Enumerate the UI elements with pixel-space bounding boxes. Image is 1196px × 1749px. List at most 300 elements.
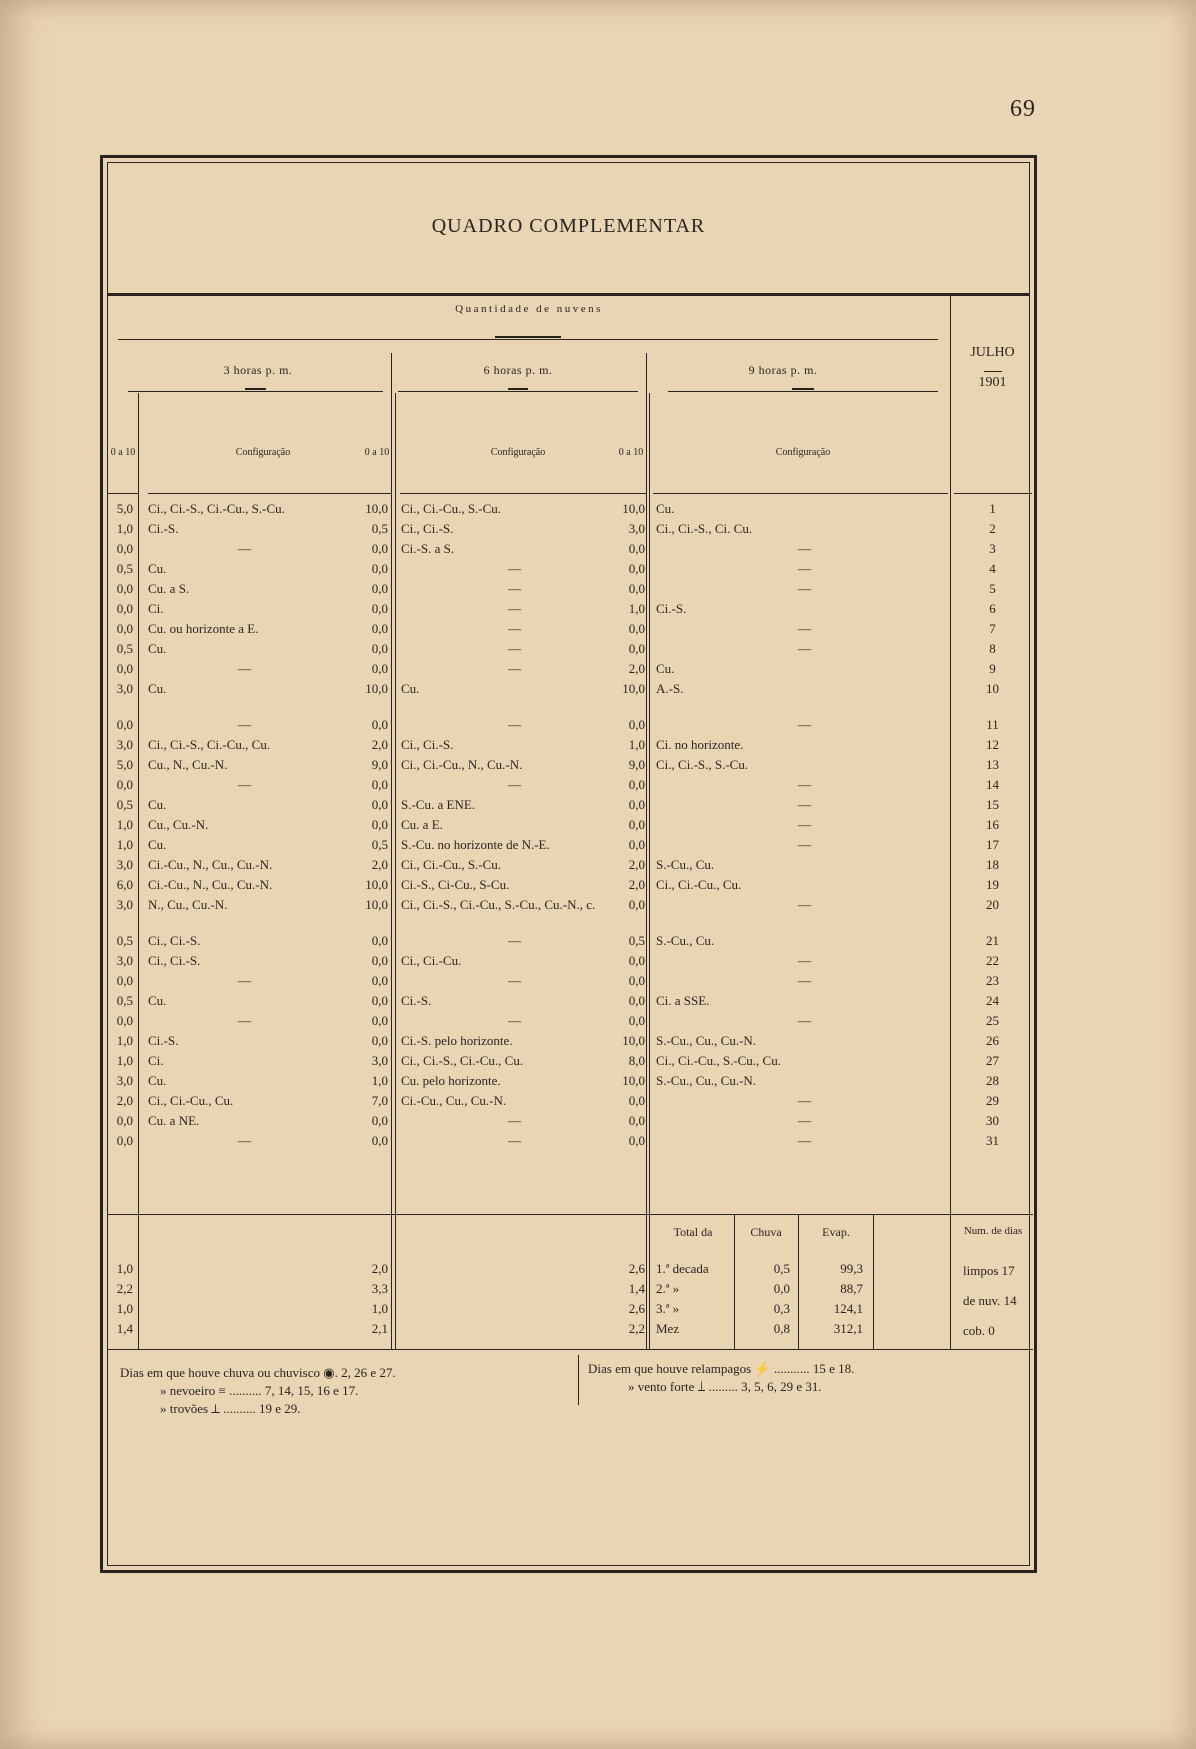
day-number: 2 — [989, 521, 996, 536]
cloud-6pm: 0,5 — [371, 837, 388, 852]
config-3pm: Cu., N., Cu.-N. — [148, 757, 228, 772]
cloud-9pm: 2,0 — [628, 857, 645, 872]
config-6pm: — — [508, 1133, 521, 1148]
config-9pm: S.-Cu., Cu., Cu.-N. — [656, 1033, 757, 1048]
day-number: 30 — [986, 1113, 999, 1128]
config-3pm: — — [238, 661, 251, 676]
day-number: 9 — [989, 661, 996, 676]
cloud-3pm: 0,0 — [116, 777, 133, 792]
period-label: Mez — [656, 1321, 680, 1336]
cloud-6pm: 0,0 — [371, 797, 388, 812]
config-9pm: — — [798, 1113, 811, 1128]
table-row — [108, 641, 1033, 661]
avg-9pm: 1,4 — [628, 1281, 645, 1296]
cloud-6pm: 0,0 — [371, 993, 388, 1008]
day-number: 8 — [989, 641, 996, 656]
cloud-9pm: 0,0 — [628, 641, 645, 656]
table-row — [108, 953, 1033, 973]
config-9pm: — — [798, 641, 811, 656]
header-rule-c — [614, 493, 647, 494]
cloud-3pm: 6,0 — [116, 877, 133, 892]
config-9pm: Ci.-S. — [656, 601, 687, 616]
config-6pm: S.-Cu. a ENE. — [401, 797, 476, 812]
config-6pm: — — [508, 933, 521, 948]
totals-rule — [108, 1214, 1033, 1215]
hour-6pm: 6 horas p. m. — [483, 363, 553, 377]
config-3pm: Ci., Ci.-S., Ci.-Cu., S.-Cu. — [148, 501, 285, 516]
avg-9pm: 2,6 — [628, 1301, 645, 1316]
cloud-3pm: 1,0 — [116, 1033, 133, 1048]
config-3pm: — — [238, 717, 251, 732]
day-number: 26 — [986, 1033, 999, 1048]
cloud-9pm: 10,0 — [622, 501, 645, 516]
config-3pm: Cu. — [148, 993, 167, 1008]
table-row — [108, 797, 1033, 817]
cloud-6pm: 0,0 — [371, 541, 388, 556]
cloud-6pm: 0,0 — [371, 953, 388, 968]
cloud-3pm: 3,0 — [116, 953, 133, 968]
config-3pm: Cu. — [148, 1073, 167, 1088]
config-6pm: S.-Cu. no horizonte de N.-E. — [401, 837, 550, 852]
day-number: 11 — [986, 717, 999, 732]
rain-total: 0,0 — [773, 1281, 790, 1296]
config-3pm: Ci.-Cu., N., Cu., Cu.-N. — [148, 877, 273, 892]
config-3pm: Ci. — [148, 601, 164, 616]
config-9pm: — — [798, 973, 811, 988]
config-9pm: Ci., Ci.-S., S.-Cu. — [656, 757, 749, 772]
table-row — [108, 501, 1033, 521]
cloud-quantity-header: Quantidade de nuvens — [455, 303, 603, 315]
day-number: 18 — [986, 857, 999, 872]
day-number: 27 — [986, 1053, 999, 1068]
avg-6pm: 2,0 — [371, 1261, 388, 1276]
config-9pm: — — [798, 1133, 811, 1148]
evap-total: 312,1 — [833, 1321, 863, 1336]
config-6pm: — — [508, 973, 521, 988]
evap-total: 99,3 — [840, 1261, 863, 1276]
day-number: 24 — [986, 993, 999, 1008]
evap-total: 124,1 — [833, 1301, 863, 1316]
cloud-6pm: 0,0 — [371, 817, 388, 832]
cloud-9pm: 8,0 — [628, 1053, 645, 1068]
cloud-6pm: 0,0 — [371, 933, 388, 948]
day-number: 15 — [986, 797, 999, 812]
config-6pm: Ci.-Cu., Cu., Cu.-N. — [401, 1093, 507, 1108]
config-6pm: — — [508, 561, 521, 576]
config-6pm: Ci.-S. — [401, 993, 432, 1008]
avg-6pm: 1,0 — [371, 1301, 388, 1316]
config-9pm: Ci., Ci.-Cu., S.-Cu., Cu. — [656, 1053, 781, 1068]
cloud-3pm: 0,5 — [116, 797, 133, 812]
config-label-9pm: Configuração — [775, 447, 831, 458]
cloud-3pm: 0,0 — [116, 973, 133, 988]
config-9pm: Cu. — [656, 661, 675, 676]
cloud-3pm: 3,0 — [116, 681, 133, 696]
table-row — [108, 681, 1033, 701]
day-number: 31 — [986, 1133, 999, 1148]
cloud-3pm: 0,5 — [116, 933, 133, 948]
config-9pm: S.-Cu., Cu. — [656, 933, 715, 948]
cloud-3pm: 0,0 — [116, 621, 133, 636]
day-number: 3 — [989, 541, 996, 556]
day-number: 6 — [989, 601, 996, 616]
config-6pm: — — [508, 1113, 521, 1128]
cloud-3pm: 3,0 — [116, 857, 133, 872]
table-row — [108, 1013, 1033, 1033]
config-9pm: Ci. no horizonte. — [656, 737, 744, 752]
config-6pm: Cu. — [401, 681, 420, 696]
config-3pm: Cu. a S. — [148, 581, 190, 596]
cloud-3pm: 1,0 — [116, 817, 133, 832]
config-6pm: Cu. pelo horizonte. — [401, 1073, 501, 1088]
cloud-3pm: 1,0 — [116, 521, 133, 536]
cloud-3pm: 1,0 — [116, 837, 133, 852]
table-row — [108, 777, 1033, 797]
cloud-3pm: 0,0 — [116, 1113, 133, 1128]
cloud-3pm: 0,0 — [116, 541, 133, 556]
hour-9pm: 9 horas p. m. — [748, 363, 818, 377]
table-row — [108, 1113, 1033, 1133]
day-number: 5 — [989, 581, 996, 596]
day-number: 7 — [989, 621, 996, 636]
scale-label-3pm: 0 a 10 — [110, 447, 136, 458]
day-number: 10 — [986, 681, 999, 696]
config-label-6pm: Configuração — [490, 447, 546, 458]
cloud-6pm: 0,0 — [371, 581, 388, 596]
cloud-9pm: 0,0 — [628, 541, 645, 556]
config-3pm: Ci., Ci.-S. — [148, 933, 201, 948]
day-number: 21 — [986, 933, 999, 948]
cloud-6pm: 0,0 — [371, 601, 388, 616]
scale-label-6pm: 0 a 10 — [364, 447, 390, 458]
cloud-3pm: 0,0 — [116, 717, 133, 732]
day-number: 1 — [989, 501, 996, 516]
day-number: 23 — [986, 973, 999, 988]
config-9pm: S.-Cu., Cu. — [656, 857, 715, 872]
config-9pm: — — [798, 1093, 811, 1108]
day-number: 14 — [986, 777, 999, 792]
config-3pm: Cu. — [148, 837, 167, 852]
config-3pm: Ci., Ci.-S. — [148, 953, 201, 968]
config-9pm: Ci. a SSE. — [656, 993, 710, 1008]
config-9pm: — — [798, 837, 811, 852]
cloud-6pm: 10,0 — [365, 897, 388, 912]
cloud-6pm: 0,0 — [371, 621, 388, 636]
day-number: 25 — [986, 1013, 999, 1028]
day-number: 29 — [986, 1093, 999, 1108]
day-number: 17 — [986, 837, 999, 852]
cloud-6pm: 10,0 — [365, 501, 388, 516]
cloud-9pm: 0,0 — [628, 993, 645, 1008]
cloud-6pm: 0,0 — [371, 777, 388, 792]
config-3pm: — — [238, 1013, 251, 1028]
config-6pm: Ci., Ci.-S., Ci.-Cu., S.-Cu., Cu.-N., c. — [401, 897, 596, 912]
cloud-9pm: 0,0 — [628, 973, 645, 988]
rain-total: 0,3 — [773, 1301, 790, 1316]
table-row — [108, 897, 1033, 917]
cloud-9pm: 0,0 — [628, 953, 645, 968]
cloud-3pm: 0,5 — [116, 561, 133, 576]
config-6pm: — — [508, 601, 521, 616]
table-row — [108, 737, 1033, 757]
cloud-9pm: 3,0 — [628, 521, 645, 536]
day-number: 28 — [986, 1073, 999, 1088]
totals-header-rain: Chuva — [750, 1225, 782, 1239]
note-wind: » vento forte ⟘ ......... 3, 5, 6, 29 e 31. — [628, 1379, 822, 1394]
header-rule-day — [954, 493, 1032, 494]
cloud-9pm: 9,0 — [628, 757, 645, 772]
note-fog: » nevoeiro ≡ .......... 7, 14, 15, 16 e 17. — [160, 1383, 359, 1398]
avg-3pm: 1,0 — [116, 1261, 133, 1276]
config-3pm: Cu. — [148, 561, 167, 576]
day-number: 12 — [986, 737, 999, 752]
day-number: 22 — [986, 953, 999, 968]
cloud-6pm: 1,0 — [371, 1073, 388, 1088]
cloud-6pm: 0,0 — [371, 1133, 388, 1148]
cloud-9pm: 10,0 — [622, 1073, 645, 1088]
cloud-6pm: 2,0 — [371, 737, 388, 752]
cloud-9pm: 0,0 — [628, 897, 645, 912]
config-9pm: — — [798, 953, 811, 968]
config-6pm: Ci., Ci.-S. — [401, 737, 454, 752]
config-9pm: — — [798, 777, 811, 792]
totals-header-evap: Evap. — [822, 1225, 850, 1239]
cloud-3pm: 3,0 — [116, 897, 133, 912]
table-row — [108, 817, 1033, 837]
period-label: 3.ª » — [656, 1301, 680, 1316]
config-9pm: — — [798, 581, 811, 596]
config-9pm: — — [798, 541, 811, 556]
scale-label-9pm: 0 a 10 — [618, 447, 644, 458]
avg-9pm: 2,2 — [628, 1321, 645, 1336]
config-3pm: Ci.-S. — [148, 521, 179, 536]
avg-6pm: 3,3 — [371, 1281, 388, 1296]
rain-total: 0,5 — [773, 1261, 790, 1276]
header-rule-ac — [148, 493, 378, 494]
table-row — [108, 621, 1033, 641]
days-clear: limpos 17 — [963, 1263, 1015, 1278]
table-row — [108, 581, 1033, 601]
table-row — [108, 717, 1033, 737]
table-row — [108, 541, 1033, 561]
config-6pm: — — [508, 641, 521, 656]
cloud-3pm: 0,0 — [116, 1133, 133, 1148]
cloud-9pm: 0,5 — [628, 933, 645, 948]
header-rule-a — [108, 493, 138, 494]
avg-6pm: 2,1 — [371, 1321, 388, 1336]
brace-6pm — [398, 391, 638, 400]
page-number: 69 — [1010, 96, 1036, 122]
cloud-6pm: 7,0 — [371, 1093, 388, 1108]
year-rule — [984, 371, 1002, 372]
cloud-3pm: 0,5 — [116, 993, 133, 1008]
config-9pm: — — [798, 621, 811, 636]
cloud-9pm: 0,0 — [628, 1093, 645, 1108]
config-3pm: — — [238, 1133, 251, 1148]
config-3pm: Cu. — [148, 797, 167, 812]
page-title: QUADRO COMPLEMENTAR — [431, 215, 706, 237]
config-9pm: S.-Cu., Cu., Cu.-N. — [656, 1073, 757, 1088]
config-3pm: Cu. ou horizonte a E. — [148, 621, 259, 636]
config-9pm: — — [798, 561, 811, 576]
cloud-9pm: 10,0 — [622, 1033, 645, 1048]
totals-header-num-days: Num. de dias — [963, 1225, 1023, 1237]
cloud-3pm: 0,0 — [116, 1013, 133, 1028]
cloud-9pm: 0,0 — [628, 621, 645, 636]
cloud-3pm: 3,0 — [116, 1073, 133, 1088]
config-3pm: N., Cu., Cu.-N. — [148, 897, 228, 912]
cloud-3pm: 3,0 — [116, 737, 133, 752]
note-thunder: » trovões ⟂ .......... 19 e 29. — [160, 1401, 301, 1416]
totals-header-total: Total da — [673, 1225, 713, 1239]
day-number: 4 — [989, 561, 996, 576]
cloud-6pm: 0,0 — [371, 1113, 388, 1128]
avg-3pm: 2,2 — [116, 1281, 133, 1296]
cloud-6pm: 0,0 — [371, 641, 388, 656]
header-brace — [118, 339, 938, 348]
cloud-6pm: 3,0 — [371, 1053, 388, 1068]
config-3pm: — — [238, 973, 251, 988]
day-number: 16 — [986, 817, 999, 832]
table-row — [108, 857, 1033, 877]
config-6pm: Ci., Ci.-Cu., S.-Cu. — [401, 857, 502, 872]
config-9pm: — — [798, 717, 811, 732]
hour-3pm: 3 horas p. m. — [223, 363, 293, 377]
config-6pm: — — [508, 717, 521, 732]
cloud-6pm: 0,0 — [371, 1013, 388, 1028]
config-3pm: Cu. — [148, 681, 167, 696]
table-row — [108, 877, 1033, 897]
period-label: 1.ª decada — [656, 1261, 709, 1276]
cloud-9pm: 0,0 — [628, 1133, 645, 1148]
table-row — [108, 561, 1033, 581]
cloud-6pm: 10,0 — [365, 877, 388, 892]
table-row — [108, 1073, 1033, 1093]
note-lightning: Dias em que houve relampagos ⚡ ........... 15 e 18. — [588, 1361, 855, 1376]
config-3pm: Ci., Ci.-Cu., Cu. — [148, 1093, 234, 1108]
cloud-9pm: 2,0 — [628, 877, 645, 892]
config-6pm: — — [508, 777, 521, 792]
brace-3pm — [128, 391, 383, 400]
year-label: 1901 — [978, 375, 1007, 390]
header-rule-cc — [653, 493, 948, 494]
config-3pm: Cu. a NE. — [148, 1113, 200, 1128]
cloud-6pm: 10,0 — [365, 681, 388, 696]
table-row — [108, 1093, 1033, 1113]
config-9pm: — — [798, 1013, 811, 1028]
cloud-9pm: 0,0 — [628, 1013, 645, 1028]
cloud-6pm: 0,0 — [371, 973, 388, 988]
day-number: 20 — [986, 897, 999, 912]
footer-divider — [578, 1355, 579, 1405]
config-6pm: — — [508, 621, 521, 636]
table-row — [108, 1053, 1033, 1073]
cloud-6pm: 9,0 — [371, 757, 388, 772]
config-6pm: Ci.-S. a S. — [401, 541, 455, 556]
days-covered: cob. 0 — [963, 1323, 995, 1338]
cloud-6pm: 0,5 — [371, 521, 388, 536]
table-row — [108, 521, 1033, 541]
cloud-9pm: 0,0 — [628, 717, 645, 732]
cloud-9pm: 0,0 — [628, 837, 645, 852]
cloud-6pm: 0,0 — [371, 717, 388, 732]
config-9pm: Ci., Ci.-S., Ci. Cu. — [656, 521, 753, 536]
cloud-9pm: 1,0 — [628, 601, 645, 616]
config-6pm: Ci., Ci.-Cu., N., Cu.-N. — [401, 757, 523, 772]
avg-3pm: 1,0 — [116, 1301, 133, 1316]
brace-9pm — [668, 391, 938, 400]
cloud-3pm: 5,0 — [116, 501, 133, 516]
cloud-6pm: 0,0 — [371, 561, 388, 576]
cloud-3pm: 0,0 — [116, 581, 133, 596]
config-9pm: — — [798, 797, 811, 812]
cloud-9pm: 1,0 — [628, 737, 645, 752]
cloud-6pm: 2,0 — [371, 857, 388, 872]
cloud-9pm: 0,0 — [628, 797, 645, 812]
config-6pm: Ci., Ci.-S., Ci.-Cu., Cu. — [401, 1053, 524, 1068]
config-6pm: Cu. a E. — [401, 817, 443, 832]
cloud-3pm: 2,0 — [116, 1093, 133, 1108]
config-9pm: A.-S. — [656, 681, 684, 696]
table-row — [108, 993, 1033, 1013]
day-number: 13 — [986, 757, 999, 772]
config-9pm: Ci., Ci.-Cu., Cu. — [656, 877, 742, 892]
note-rain: Dias em que houve chuva ou chuvisco ◉. 2, 26 e 27. — [120, 1365, 396, 1380]
table-row — [108, 837, 1033, 857]
cloud-9pm: 0,0 — [628, 817, 645, 832]
cloud-9pm: 2,0 — [628, 661, 645, 676]
cloud-3pm: 5,0 — [116, 757, 133, 772]
table-frame — [100, 155, 1037, 1573]
config-9pm: — — [798, 897, 811, 912]
cloud-6pm: 0,0 — [371, 1033, 388, 1048]
table-inner — [107, 162, 1030, 1566]
table-row — [108, 1033, 1033, 1053]
config-3pm: Cu., Cu.-N. — [148, 817, 209, 832]
config-6pm: — — [508, 661, 521, 676]
cloud-3pm: 1,0 — [116, 1053, 133, 1068]
config-3pm: Ci.-Cu., N., Cu., Cu.-N. — [148, 857, 273, 872]
config-3pm: — — [238, 541, 251, 556]
cloud-3pm: 0,5 — [116, 641, 133, 656]
days-cloudy: de nuv. 14 — [963, 1293, 1017, 1308]
config-6pm: Ci., Ci.-S. — [401, 521, 454, 536]
config-6pm: — — [508, 1013, 521, 1028]
cloud-9pm: 0,0 — [628, 561, 645, 576]
table-row — [108, 661, 1033, 681]
config-3pm: Ci.-S. — [148, 1033, 179, 1048]
config-6pm: Ci., Ci.-Cu. — [401, 953, 462, 968]
config-9pm: Cu. — [656, 501, 675, 516]
cloud-9pm: 0,0 — [628, 581, 645, 596]
day-number: 19 — [986, 877, 999, 892]
cloud-3pm: 0,0 — [116, 601, 133, 616]
config-label-3pm: Configuração — [235, 447, 291, 458]
config-9pm: — — [798, 817, 811, 832]
config-3pm: Ci. — [148, 1053, 164, 1068]
month-label: JULHO — [970, 345, 1015, 360]
avg-9pm: 2,6 — [628, 1261, 645, 1276]
cloud-9pm: 10,0 — [622, 681, 645, 696]
table-row — [108, 1133, 1033, 1153]
avg-3pm: 1,4 — [116, 1321, 133, 1336]
evap-total: 88,7 — [840, 1281, 863, 1296]
table-row — [108, 973, 1033, 993]
cloud-9pm: 0,0 — [628, 1113, 645, 1128]
rain-total: 0,8 — [773, 1321, 790, 1336]
config-3pm: Ci., Ci.-S., Ci.-Cu., Cu. — [148, 737, 271, 752]
cloud-9pm: 0,0 — [628, 777, 645, 792]
